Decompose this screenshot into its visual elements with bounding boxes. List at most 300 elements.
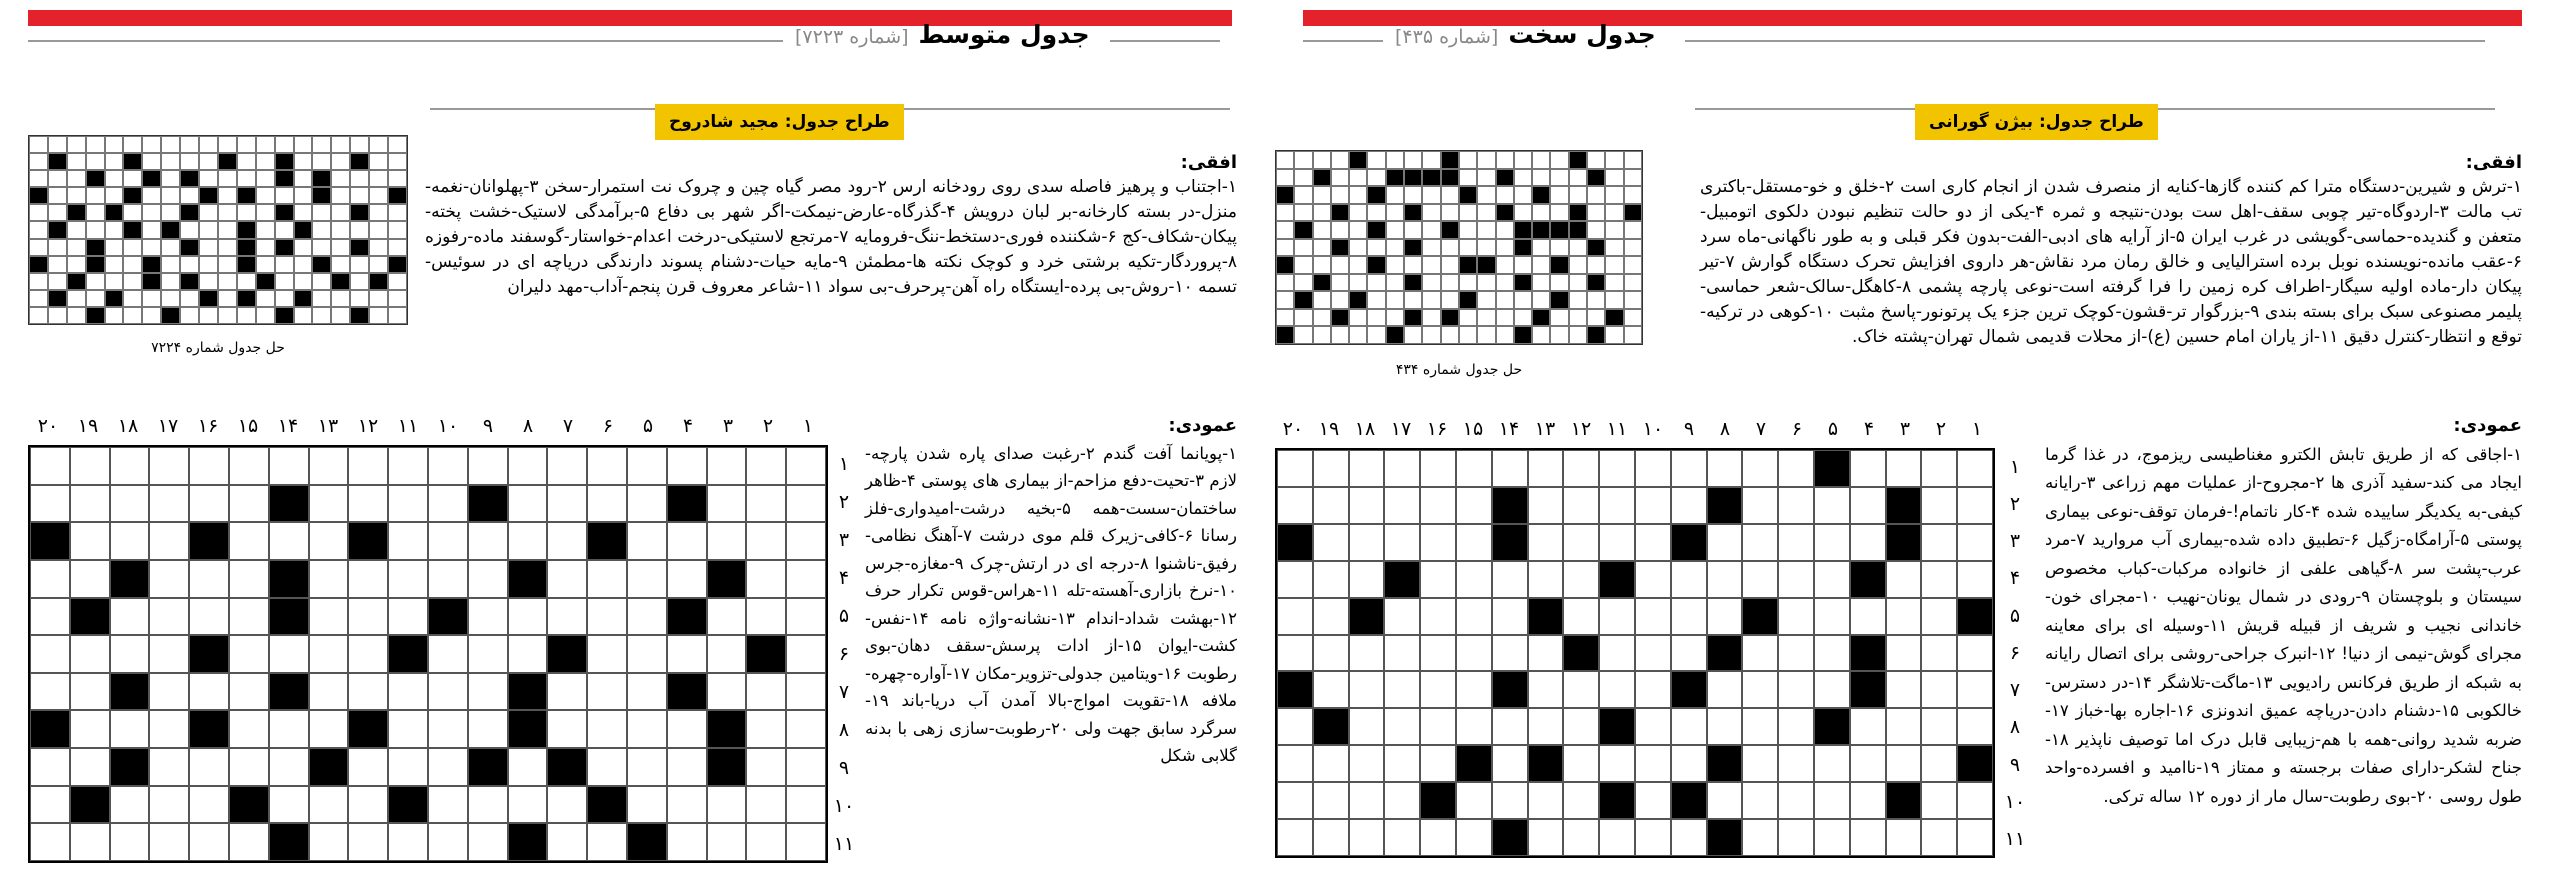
grid-cell[interactable] [428, 823, 468, 861]
grid-cell[interactable] [1921, 598, 1957, 635]
grid-cell[interactable] [627, 748, 667, 786]
grid-cell[interactable] [1277, 745, 1313, 782]
grid-cell[interactable] [468, 447, 508, 485]
grid-cell[interactable] [1313, 782, 1349, 819]
grid-cell[interactable] [149, 522, 189, 560]
grid-cell[interactable] [1814, 671, 1850, 708]
grid-cell[interactable] [667, 823, 707, 861]
grid-cell[interactable] [30, 748, 70, 786]
grid-cell[interactable] [1420, 708, 1456, 745]
grid-cell[interactable] [1528, 635, 1564, 672]
grid-cell[interactable] [229, 447, 269, 485]
grid-cell[interactable] [1528, 819, 1564, 856]
grid-cell[interactable] [70, 485, 110, 523]
grid-cell[interactable] [1349, 708, 1385, 745]
grid-cell[interactable] [1563, 487, 1599, 524]
grid-cell[interactable] [468, 786, 508, 824]
grid-cell[interactable] [1492, 450, 1528, 487]
grid-cell[interactable] [1778, 487, 1814, 524]
grid-cell[interactable] [1384, 782, 1420, 819]
grid-cell[interactable] [1742, 782, 1778, 819]
grid-cell[interactable] [1313, 450, 1349, 487]
grid-cell[interactable] [269, 786, 309, 824]
right-crossword-grid[interactable] [1275, 448, 1995, 858]
grid-cell[interactable] [1492, 561, 1528, 598]
grid-cell[interactable] [1349, 487, 1385, 524]
grid-cell[interactable] [1814, 782, 1850, 819]
grid-cell[interactable] [1313, 487, 1349, 524]
grid-cell[interactable] [547, 560, 587, 598]
grid-cell[interactable] [508, 748, 548, 786]
grid-cell[interactable] [189, 485, 229, 523]
grid-cell[interactable] [1635, 782, 1671, 819]
grid-cell[interactable] [388, 560, 428, 598]
grid-cell[interactable] [1707, 671, 1743, 708]
grid-cell[interactable] [1277, 598, 1313, 635]
grid-cell[interactable] [110, 598, 150, 636]
grid-cell[interactable] [786, 485, 826, 523]
grid-cell[interactable] [1420, 450, 1456, 487]
grid-cell[interactable] [1599, 598, 1635, 635]
grid-cell[interactable] [707, 786, 747, 824]
grid-cell[interactable] [786, 447, 826, 485]
grid-cell[interactable] [1742, 450, 1778, 487]
grid-cell[interactable] [30, 598, 70, 636]
grid-cell[interactable] [707, 635, 747, 673]
grid-cell[interactable] [547, 485, 587, 523]
grid-cell[interactable] [309, 635, 349, 673]
grid-cell[interactable] [1528, 782, 1564, 819]
grid-cell[interactable] [508, 598, 548, 636]
grid-cell[interactable] [309, 673, 349, 711]
grid-cell[interactable] [1671, 561, 1707, 598]
grid-cell[interactable] [189, 598, 229, 636]
grid-cell[interactable] [1850, 487, 1886, 524]
grid-cell[interactable] [1814, 561, 1850, 598]
grid-cell[interactable] [1456, 561, 1492, 598]
grid-cell[interactable] [1599, 671, 1635, 708]
grid-cell[interactable] [707, 673, 747, 711]
grid-cell[interactable] [1886, 819, 1922, 856]
grid-cell[interactable] [388, 485, 428, 523]
grid-cell[interactable] [269, 748, 309, 786]
grid-cell[interactable] [269, 710, 309, 748]
grid-cell[interactable] [1957, 708, 1993, 745]
grid-cell[interactable] [1635, 598, 1671, 635]
grid-cell[interactable] [1778, 745, 1814, 782]
grid-cell[interactable] [1778, 782, 1814, 819]
grid-cell[interactable] [1420, 745, 1456, 782]
grid-cell[interactable] [587, 748, 627, 786]
grid-cell[interactable] [468, 823, 508, 861]
grid-cell[interactable] [1277, 561, 1313, 598]
grid-cell[interactable] [1456, 708, 1492, 745]
grid-cell[interactable] [786, 522, 826, 560]
grid-cell[interactable] [1313, 745, 1349, 782]
grid-cell[interactable] [1886, 708, 1922, 745]
grid-cell[interactable] [309, 786, 349, 824]
grid-cell[interactable] [110, 485, 150, 523]
grid-cell[interactable] [1957, 450, 1993, 487]
grid-cell[interactable] [1707, 524, 1743, 561]
grid-cell[interactable] [309, 598, 349, 636]
grid-cell[interactable] [1384, 708, 1420, 745]
grid-cell[interactable] [547, 447, 587, 485]
grid-cell[interactable] [149, 635, 189, 673]
grid-cell[interactable] [1456, 524, 1492, 561]
grid-cell[interactable] [1313, 561, 1349, 598]
grid-cell[interactable] [1957, 671, 1993, 708]
grid-cell[interactable] [428, 786, 468, 824]
grid-cell[interactable] [547, 598, 587, 636]
grid-cell[interactable] [667, 635, 707, 673]
grid-cell[interactable] [746, 673, 786, 711]
grid-cell[interactable] [1277, 635, 1313, 672]
grid-cell[interactable] [1313, 635, 1349, 672]
grid-cell[interactable] [1420, 487, 1456, 524]
grid-cell[interactable] [1349, 819, 1385, 856]
grid-cell[interactable] [1384, 487, 1420, 524]
grid-cell[interactable] [1707, 708, 1743, 745]
grid-cell[interactable] [1742, 561, 1778, 598]
grid-cell[interactable] [1528, 561, 1564, 598]
grid-cell[interactable] [1850, 782, 1886, 819]
grid-cell[interactable] [428, 748, 468, 786]
grid-cell[interactable] [269, 522, 309, 560]
grid-cell[interactable] [388, 673, 428, 711]
grid-cell[interactable] [1850, 745, 1886, 782]
grid-cell[interactable] [786, 710, 826, 748]
grid-cell[interactable] [1492, 635, 1528, 672]
grid-cell[interactable] [667, 560, 707, 598]
grid-cell[interactable] [1492, 745, 1528, 782]
grid-cell[interactable] [1420, 598, 1456, 635]
grid-cell[interactable] [1742, 708, 1778, 745]
grid-cell[interactable] [348, 635, 388, 673]
grid-cell[interactable] [746, 447, 786, 485]
grid-cell[interactable] [667, 522, 707, 560]
grid-cell[interactable] [30, 485, 70, 523]
grid-cell[interactable] [1778, 671, 1814, 708]
grid-cell[interactable] [1384, 819, 1420, 856]
grid-cell[interactable] [1921, 524, 1957, 561]
grid-cell[interactable] [189, 786, 229, 824]
grid-cell[interactable] [1277, 708, 1313, 745]
grid-cell[interactable] [627, 786, 667, 824]
grid-cell[interactable] [1635, 450, 1671, 487]
grid-cell[interactable] [1814, 635, 1850, 672]
grid-cell[interactable] [1599, 450, 1635, 487]
grid-cell[interactable] [1528, 671, 1564, 708]
grid-cell[interactable] [1349, 671, 1385, 708]
grid-cell[interactable] [269, 635, 309, 673]
grid-cell[interactable] [508, 522, 548, 560]
grid-cell[interactable] [1742, 487, 1778, 524]
grid-cell[interactable] [30, 447, 70, 485]
grid-cell[interactable] [348, 823, 388, 861]
grid-cell[interactable] [1492, 708, 1528, 745]
grid-cell[interactable] [1599, 745, 1635, 782]
grid-cell[interactable] [309, 560, 349, 598]
grid-cell[interactable] [309, 710, 349, 748]
grid-cell[interactable] [1313, 819, 1349, 856]
grid-cell[interactable] [110, 786, 150, 824]
grid-cell[interactable] [348, 673, 388, 711]
grid-cell[interactable] [149, 560, 189, 598]
grid-cell[interactable] [189, 748, 229, 786]
grid-cell[interactable] [1814, 819, 1850, 856]
grid-cell[interactable] [1886, 635, 1922, 672]
grid-cell[interactable] [1277, 450, 1313, 487]
grid-cell[interactable] [1599, 524, 1635, 561]
grid-cell[interactable] [1349, 450, 1385, 487]
grid-cell[interactable] [70, 823, 110, 861]
grid-cell[interactable] [1671, 598, 1707, 635]
grid-cell[interactable] [587, 447, 627, 485]
grid-cell[interactable] [229, 485, 269, 523]
grid-cell[interactable] [388, 522, 428, 560]
grid-cell[interactable] [229, 635, 269, 673]
grid-cell[interactable] [1384, 450, 1420, 487]
grid-cell[interactable] [70, 710, 110, 748]
grid-cell[interactable] [1886, 671, 1922, 708]
grid-cell[interactable] [547, 522, 587, 560]
grid-cell[interactable] [1957, 635, 1993, 672]
grid-cell[interactable] [707, 522, 747, 560]
grid-cell[interactable] [1456, 635, 1492, 672]
grid-cell[interactable] [1277, 782, 1313, 819]
grid-cell[interactable] [1492, 782, 1528, 819]
grid-cell[interactable] [1456, 487, 1492, 524]
grid-cell[interactable] [189, 673, 229, 711]
grid-cell[interactable] [428, 560, 468, 598]
grid-cell[interactable] [1456, 598, 1492, 635]
grid-cell[interactable] [1921, 671, 1957, 708]
grid-cell[interactable] [1384, 524, 1420, 561]
grid-cell[interactable] [786, 560, 826, 598]
grid-cell[interactable] [1707, 782, 1743, 819]
grid-cell[interactable] [627, 522, 667, 560]
grid-cell[interactable] [1921, 561, 1957, 598]
grid-cell[interactable] [1635, 524, 1671, 561]
grid-cell[interactable] [1921, 819, 1957, 856]
grid-cell[interactable] [30, 786, 70, 824]
grid-cell[interactable] [348, 748, 388, 786]
grid-cell[interactable] [1886, 598, 1922, 635]
grid-cell[interactable] [1886, 745, 1922, 782]
grid-cell[interactable] [1563, 671, 1599, 708]
grid-cell[interactable] [786, 673, 826, 711]
grid-cell[interactable] [30, 823, 70, 861]
grid-cell[interactable] [587, 485, 627, 523]
grid-cell[interactable] [587, 598, 627, 636]
grid-cell[interactable] [1850, 450, 1886, 487]
grid-cell[interactable] [1671, 635, 1707, 672]
grid-cell[interactable] [70, 560, 110, 598]
grid-cell[interactable] [1671, 708, 1707, 745]
grid-cell[interactable] [1384, 671, 1420, 708]
grid-cell[interactable] [627, 485, 667, 523]
grid-cell[interactable] [1384, 598, 1420, 635]
grid-cell[interactable] [428, 673, 468, 711]
grid-cell[interactable] [1277, 487, 1313, 524]
grid-cell[interactable] [547, 823, 587, 861]
grid-cell[interactable] [1349, 635, 1385, 672]
grid-cell[interactable] [1349, 745, 1385, 782]
grid-cell[interactable] [508, 485, 548, 523]
grid-cell[interactable] [149, 673, 189, 711]
grid-cell[interactable] [1814, 524, 1850, 561]
grid-cell[interactable] [1707, 598, 1743, 635]
grid-cell[interactable] [508, 447, 548, 485]
grid-cell[interactable] [1456, 782, 1492, 819]
grid-cell[interactable] [707, 823, 747, 861]
grid-cell[interactable] [1957, 782, 1993, 819]
grid-cell[interactable] [229, 522, 269, 560]
grid-cell[interactable] [1850, 524, 1886, 561]
grid-cell[interactable] [1563, 819, 1599, 856]
grid-cell[interactable] [70, 447, 110, 485]
grid-cell[interactable] [30, 673, 70, 711]
grid-cell[interactable] [746, 786, 786, 824]
grid-cell[interactable] [1850, 708, 1886, 745]
grid-cell[interactable] [110, 823, 150, 861]
grid-cell[interactable] [1420, 524, 1456, 561]
grid-cell[interactable] [468, 522, 508, 560]
grid-cell[interactable] [746, 560, 786, 598]
grid-cell[interactable] [1778, 450, 1814, 487]
grid-cell[interactable] [468, 560, 508, 598]
grid-cell[interactable] [428, 522, 468, 560]
grid-cell[interactable] [1599, 635, 1635, 672]
grid-cell[interactable] [70, 635, 110, 673]
grid-cell[interactable] [627, 673, 667, 711]
grid-cell[interactable] [468, 673, 508, 711]
grid-cell[interactable] [508, 786, 548, 824]
grid-cell[interactable] [348, 786, 388, 824]
grid-cell[interactable] [587, 710, 627, 748]
grid-cell[interactable] [149, 485, 189, 523]
grid-cell[interactable] [1778, 819, 1814, 856]
grid-cell[interactable] [1742, 671, 1778, 708]
grid-cell[interactable] [1599, 487, 1635, 524]
grid-cell[interactable] [70, 673, 110, 711]
grid-cell[interactable] [547, 710, 587, 748]
grid-cell[interactable] [388, 823, 428, 861]
grid-cell[interactable] [746, 710, 786, 748]
grid-cell[interactable] [1492, 598, 1528, 635]
grid-cell[interactable] [348, 560, 388, 598]
grid-cell[interactable] [1671, 819, 1707, 856]
grid-cell[interactable] [667, 748, 707, 786]
grid-cell[interactable] [1349, 782, 1385, 819]
grid-cell[interactable] [1635, 635, 1671, 672]
grid-cell[interactable] [1742, 635, 1778, 672]
grid-cell[interactable] [110, 447, 150, 485]
grid-cell[interactable] [1349, 524, 1385, 561]
grid-cell[interactable] [1957, 819, 1993, 856]
grid-cell[interactable] [1921, 487, 1957, 524]
grid-cell[interactable] [1850, 819, 1886, 856]
grid-cell[interactable] [149, 823, 189, 861]
grid-cell[interactable] [468, 710, 508, 748]
grid-cell[interactable] [1778, 635, 1814, 672]
grid-cell[interactable] [1742, 524, 1778, 561]
grid-cell[interactable] [348, 447, 388, 485]
grid-cell[interactable] [667, 447, 707, 485]
grid-cell[interactable] [786, 786, 826, 824]
grid-cell[interactable] [229, 710, 269, 748]
grid-cell[interactable] [746, 823, 786, 861]
grid-cell[interactable] [1313, 598, 1349, 635]
grid-cell[interactable] [149, 710, 189, 748]
grid-cell[interactable] [587, 560, 627, 598]
grid-cell[interactable] [1456, 819, 1492, 856]
grid-cell[interactable] [786, 823, 826, 861]
grid-cell[interactable] [149, 786, 189, 824]
grid-cell[interactable] [587, 673, 627, 711]
grid-cell[interactable] [786, 635, 826, 673]
grid-cell[interactable] [1886, 450, 1922, 487]
grid-cell[interactable] [1778, 561, 1814, 598]
grid-cell[interactable] [189, 823, 229, 861]
grid-cell[interactable] [1635, 561, 1671, 598]
grid-cell[interactable] [627, 710, 667, 748]
grid-cell[interactable] [428, 447, 468, 485]
grid-cell[interactable] [1635, 708, 1671, 745]
grid-cell[interactable] [746, 485, 786, 523]
grid-cell[interactable] [1599, 819, 1635, 856]
grid-cell[interactable] [627, 560, 667, 598]
grid-cell[interactable] [1420, 671, 1456, 708]
grid-cell[interactable] [189, 560, 229, 598]
grid-cell[interactable] [428, 635, 468, 673]
grid-cell[interactable] [229, 823, 269, 861]
grid-cell[interactable] [189, 447, 229, 485]
grid-cell[interactable] [388, 710, 428, 748]
grid-cell[interactable] [1921, 708, 1957, 745]
grid-cell[interactable] [1349, 561, 1385, 598]
grid-cell[interactable] [70, 522, 110, 560]
grid-cell[interactable] [110, 710, 150, 748]
grid-cell[interactable] [587, 635, 627, 673]
grid-cell[interactable] [309, 823, 349, 861]
grid-cell[interactable] [707, 447, 747, 485]
grid-cell[interactable] [1563, 450, 1599, 487]
grid-cell[interactable] [1707, 450, 1743, 487]
grid-cell[interactable] [1921, 635, 1957, 672]
grid-cell[interactable] [428, 710, 468, 748]
grid-cell[interactable] [1420, 635, 1456, 672]
grid-cell[interactable] [229, 560, 269, 598]
grid-cell[interactable] [1778, 598, 1814, 635]
grid-cell[interactable] [707, 598, 747, 636]
grid-cell[interactable] [1563, 561, 1599, 598]
grid-cell[interactable] [1563, 782, 1599, 819]
grid-cell[interactable] [1313, 671, 1349, 708]
grid-cell[interactable] [1707, 561, 1743, 598]
grid-cell[interactable] [1957, 487, 1993, 524]
grid-cell[interactable] [1528, 450, 1564, 487]
grid-cell[interactable] [1778, 708, 1814, 745]
grid-cell[interactable] [1384, 635, 1420, 672]
grid-cell[interactable] [30, 560, 70, 598]
grid-cell[interactable] [149, 748, 189, 786]
grid-cell[interactable] [587, 823, 627, 861]
grid-cell[interactable] [309, 485, 349, 523]
grid-cell[interactable] [269, 447, 309, 485]
grid-cell[interactable] [1742, 819, 1778, 856]
